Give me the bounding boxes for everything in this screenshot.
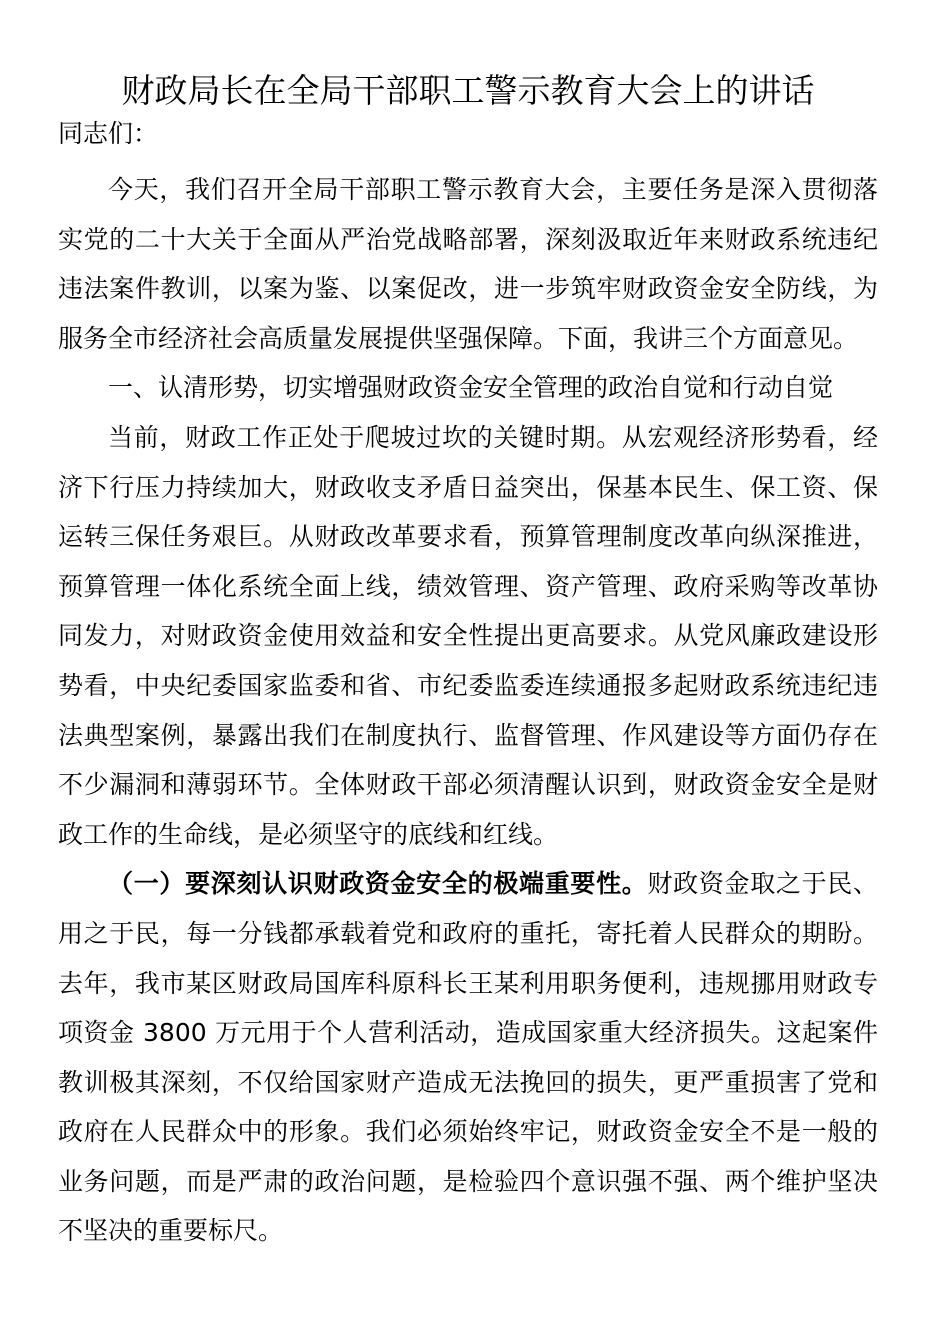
item-one-lead: （一）要深刻认识财政资金安全的极端重要性。: [108, 869, 648, 899]
section-heading-one: 一、认清形势，切实增强财政资金安全管理的政治自觉和行动自觉: [108, 373, 834, 403]
paragraph-intro: 今天，我们召开全局干部职工警示教育大会，主要任务是深入贯彻落实党的二十大关于全面从严治党战略部署，深刻汲取近年来财政系统违纪违法案件教训，以案为鉴、以案促改，进一步筑牢财政资金安全防线，为服务全市经济社会高质量发展提供坚强保障。下面，我讲三个方面意见。: [58, 175, 878, 353]
paragraph-situation: 当前，财政工作正处于爬坡过坎的关键时期。从宏观经济形势看，经济下行压力持续加大，财政收支矛盾日益突出，保基本民生、保工资、保运转三保任务艰巨。从财政改革要求看，预算管理制度改革向纵深推进，预算管理一体化系统全面上线，绩效管理、资产管理、政府采购等改革协同发力，对财政资金使用效益和安全性提出更高要求。从党风廉政建设形势看，中央纪委国家监委和省、市纪委监委连续通报多起财政系统违纪违法典型案例，暴露出我们在制度执行、监督管理、作风建设等方面仍存在不少漏洞和薄弱环节。全体财政干部必须清醒认识到，财政资金安全是财政工作的生命线，是必须坚守的底线和红线。: [58, 422, 878, 849]
item-one-body: 财政资金取之于民、用之于民，每一分钱都承载着党和政府的重托，寄托着人民群众的期盼。去年，我市某区财政局国库科原科长王某利用职务便利，违规挪用财政专项资金 3800 万元用于个人营利活动，造成国家重大经济损失。这起案件教训极其深刻，不仅给国家财产造成无法挽回的损失，更严重损害了党和政府在人民群众中的形象。我们必须始终牢记，财政资金安全不是一般的业务问题，而是严肃的政治问题，是检验四个意识强不强、两个维护坚决不坚决的重要标尺。: [58, 869, 878, 1246]
paragraph-item-one: [58, 859, 878, 1256]
document-page: [58, 66, 878, 1256]
salutation: 同志们：: [58, 119, 159, 148]
document-title: 财政局长在全局干部职工警示教育大会上的讲话: [121, 71, 815, 110]
